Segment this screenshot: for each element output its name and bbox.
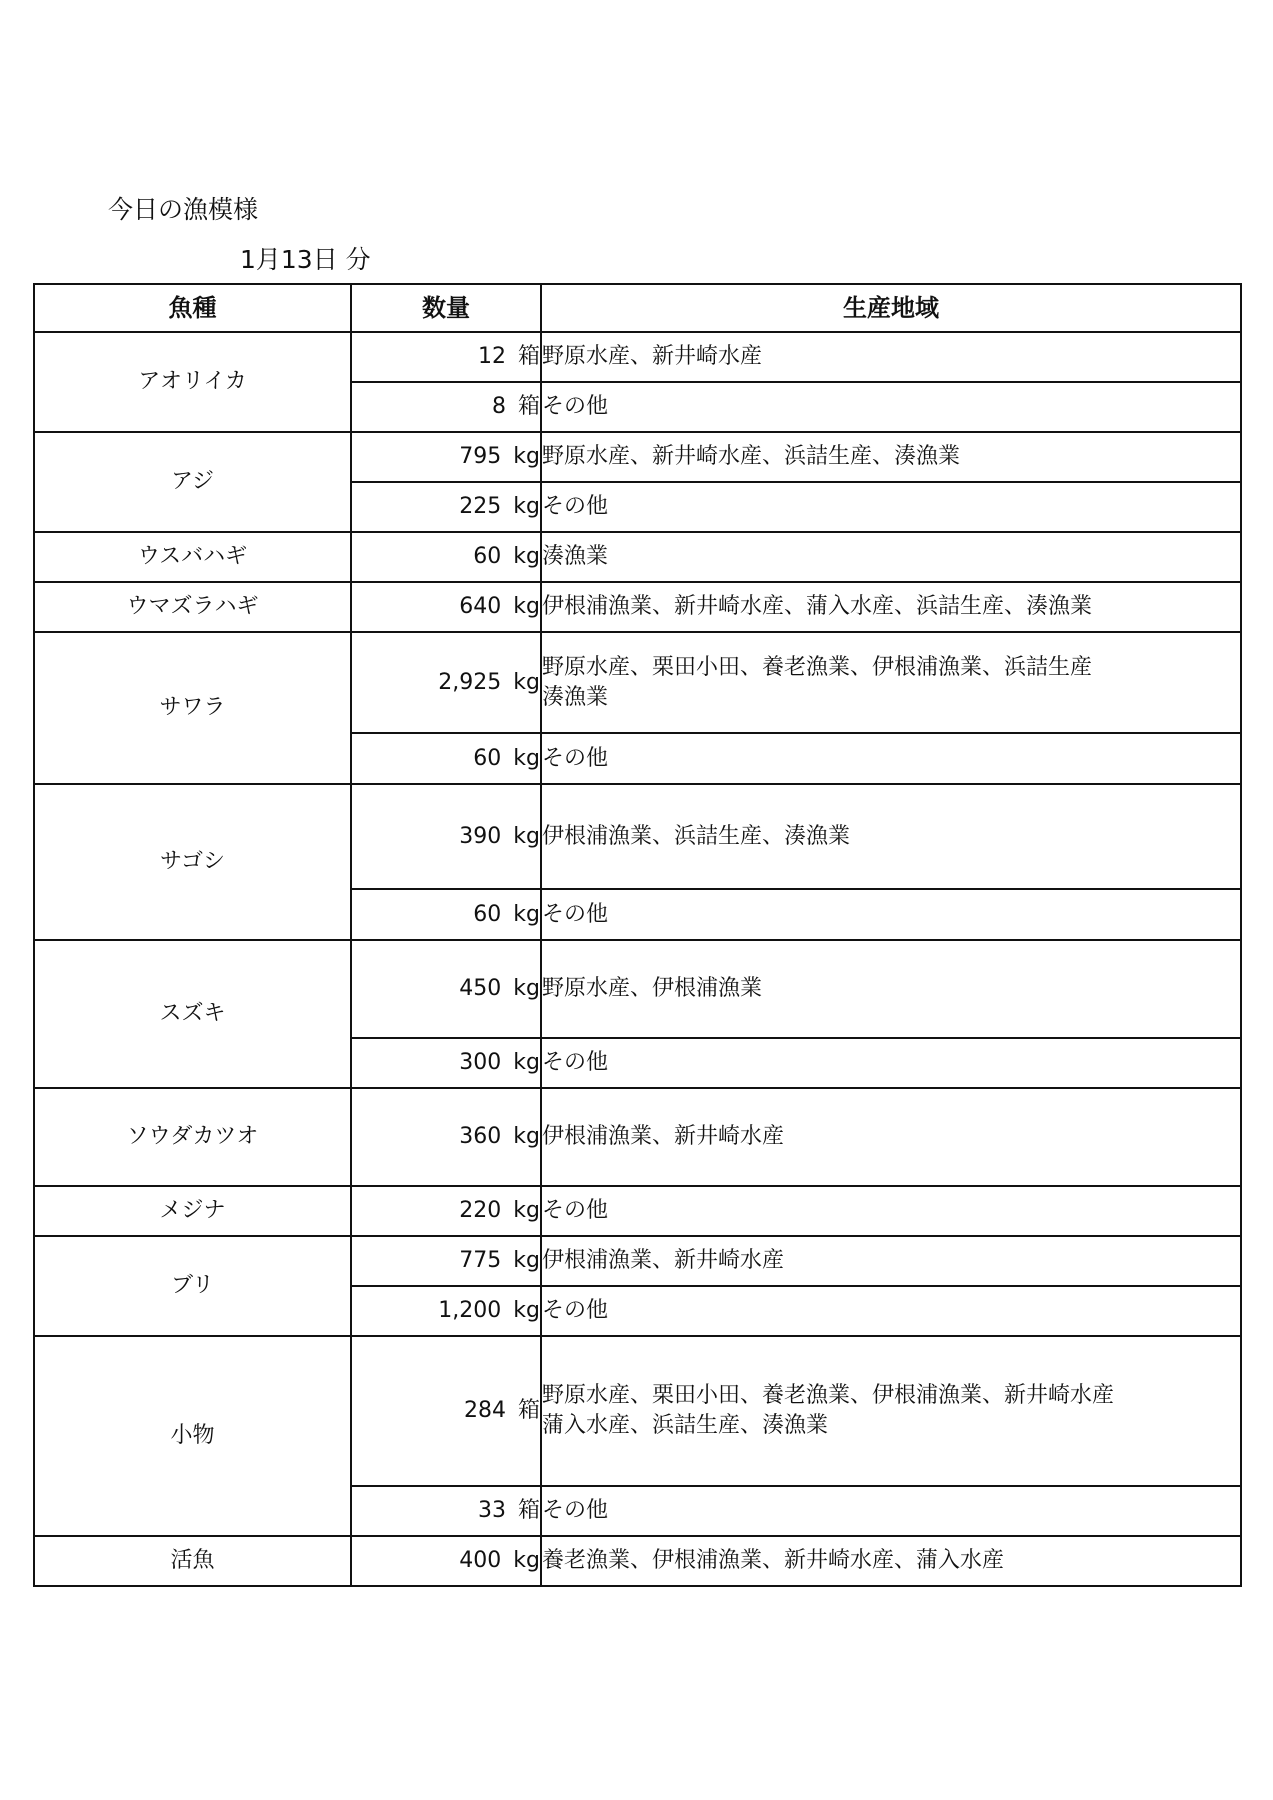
area-line: 野原水産、伊根浦漁業	[542, 976, 763, 1001]
quantity-cell	[351, 1236, 541, 1286]
quantity-cell	[351, 1088, 541, 1186]
quantity-unit: 箱	[517, 344, 540, 369]
fish-species-cell: 小物	[34, 1336, 351, 1536]
area-line: その他	[542, 1298, 609, 1323]
quantity-unit: kg	[513, 1124, 540, 1149]
fish-species-cell: ウスバハギ	[34, 532, 351, 582]
quantity-cell	[351, 532, 541, 582]
quantity-unit: 箱	[517, 394, 540, 419]
quantity-value: 300	[459, 1050, 502, 1075]
quantity-cell	[351, 482, 541, 532]
table-row	[34, 1536, 1241, 1586]
area-line: 野原水産、栗田小田、養老漁業、伊根浦漁業、新井崎水産	[542, 1383, 1115, 1408]
catch-table	[33, 283, 1242, 1587]
table-row	[34, 582, 1241, 632]
quantity-value: 220	[459, 1198, 502, 1223]
area-line: その他	[542, 1198, 609, 1223]
quantity-unit: kg	[513, 823, 540, 849]
table-row	[34, 1336, 1241, 1486]
page-title: 今日の漁模様	[108, 195, 259, 224]
quantity-unit: kg	[513, 1198, 540, 1223]
production-area-cell	[541, 784, 1241, 889]
table-row	[34, 632, 1241, 733]
quantity-value: 450	[459, 976, 502, 1001]
area-line: 伊根浦漁業、新井崎水産	[542, 1248, 785, 1273]
quantity-unit: kg	[513, 594, 540, 619]
area-line: 伊根浦漁業、浜詰生産、湊漁業	[542, 823, 851, 849]
table-header-row	[34, 284, 1241, 332]
quantity-value: 12	[477, 344, 506, 369]
quantity-value: 775	[459, 1248, 502, 1273]
production-area-cell	[541, 632, 1241, 733]
fish-species-cell: ブリ	[34, 1236, 351, 1336]
production-area-cell	[541, 1486, 1241, 1536]
production-area-cell	[541, 733, 1241, 784]
production-area-cell	[541, 1038, 1241, 1088]
quantity-unit: kg	[513, 1248, 540, 1273]
header-fish-species: 魚種	[34, 284, 351, 332]
quantity-value: 33	[477, 1498, 506, 1523]
production-area-cell	[541, 582, 1241, 632]
fish-species-cell: メジナ	[34, 1186, 351, 1236]
area-line: 野原水産、新井崎水産、浜詰生産、湊漁業	[542, 444, 961, 469]
production-area-cell	[541, 332, 1241, 382]
quantity-cell	[351, 582, 541, 632]
quantity-cell	[351, 1336, 541, 1486]
production-area-cell	[541, 1286, 1241, 1336]
quantity-unit: kg	[513, 901, 540, 927]
quantity-cell	[351, 1536, 541, 1586]
quantity-cell	[351, 940, 541, 1038]
quantity-value: 60	[473, 745, 502, 771]
quantity-value: 8	[491, 394, 506, 419]
production-area-cell	[541, 1088, 1241, 1186]
quantity-value: 284	[463, 1398, 506, 1423]
fish-species-cell: サワラ	[34, 632, 351, 784]
area-line: 野原水産、新井崎水産	[542, 344, 763, 369]
area-line: 伊根浦漁業、新井崎水産	[542, 1124, 785, 1149]
area-line: その他	[542, 494, 609, 519]
quantity-unit: kg	[513, 1050, 540, 1075]
quantity-cell	[351, 733, 541, 784]
fish-species-cell: アオリイカ	[34, 332, 351, 432]
production-area-cell	[541, 889, 1241, 940]
area-line: 養老漁業、伊根浦漁業、新井崎水産、蒲入水産	[542, 1548, 1005, 1573]
quantity-value: 2,925	[438, 669, 502, 695]
area-line: 伊根浦漁業、新井崎水産、蒲入水産、浜詰生産、湊漁業	[542, 594, 1093, 619]
production-area-cell	[541, 1186, 1241, 1236]
area-line: 湊漁業	[542, 684, 609, 710]
header-production-area: 生産地域	[541, 284, 1241, 332]
area-line: その他	[542, 745, 609, 771]
fish-species-cell: アジ	[34, 432, 351, 532]
fish-species-cell: サゴシ	[34, 784, 351, 940]
area-line: その他	[542, 1050, 609, 1075]
quantity-unit: kg	[513, 494, 540, 519]
fish-species-cell: 活魚	[34, 1536, 351, 1586]
area-line: その他	[542, 1498, 609, 1523]
quantity-cell	[351, 1186, 541, 1236]
quantity-value: 390	[459, 823, 502, 849]
quantity-cell	[351, 1038, 541, 1088]
quantity-cell	[351, 432, 541, 482]
quantity-unit: kg	[513, 544, 540, 569]
area-line: その他	[542, 394, 609, 419]
quantity-value: 640	[459, 594, 502, 619]
quantity-unit: kg	[513, 669, 540, 695]
quantity-unit: kg	[513, 444, 540, 469]
production-area-cell	[541, 382, 1241, 432]
table-row	[34, 1236, 1241, 1286]
quantity-cell	[351, 382, 541, 432]
table-row	[34, 1088, 1241, 1186]
fish-species-cell: ソウダカツオ	[34, 1088, 351, 1186]
area-line: 湊漁業	[542, 544, 609, 569]
table-row	[34, 940, 1241, 1038]
quantity-value: 225	[459, 494, 502, 519]
production-area-cell	[541, 940, 1241, 1038]
quantity-value: 795	[459, 444, 502, 469]
production-area-cell	[541, 1336, 1241, 1486]
fish-species-cell: ウマズラハギ	[34, 582, 351, 632]
quantity-value: 1,200	[438, 1298, 502, 1323]
production-area-cell	[541, 1236, 1241, 1286]
quantity-unit: kg	[513, 1298, 540, 1323]
quantity-value: 360	[459, 1124, 502, 1149]
quantity-unit: 箱	[517, 1398, 540, 1423]
header-quantity: 数量	[351, 284, 541, 332]
fish-species-cell: スズキ	[34, 940, 351, 1088]
table-row	[34, 784, 1241, 889]
production-area-cell	[541, 432, 1241, 482]
quantity-cell	[351, 1486, 541, 1536]
area-line: 野原水産、栗田小田、養老漁業、伊根浦漁業、浜詰生産	[542, 654, 1093, 680]
table-row	[34, 532, 1241, 582]
quantity-unit: kg	[513, 1548, 540, 1573]
quantity-value: 60	[473, 544, 502, 569]
quantity-cell	[351, 784, 541, 889]
table-row	[34, 1186, 1241, 1236]
table-row	[34, 332, 1241, 382]
quantity-cell	[351, 889, 541, 940]
quantity-cell	[351, 632, 541, 733]
area-line: 蒲入水産、浜詰生産、湊漁業	[542, 1413, 829, 1438]
report-date: 1月13日 分	[240, 245, 371, 274]
quantity-unit: 箱	[517, 1498, 540, 1523]
production-area-cell	[541, 532, 1241, 582]
production-area-cell	[541, 1536, 1241, 1586]
quantity-value: 60	[473, 901, 502, 927]
quantity-unit: kg	[513, 976, 540, 1001]
area-line: その他	[542, 901, 609, 927]
quantity-cell	[351, 1286, 541, 1336]
quantity-unit: kg	[513, 745, 540, 771]
quantity-value: 400	[459, 1548, 502, 1573]
production-area-cell	[541, 482, 1241, 532]
quantity-cell	[351, 332, 541, 382]
table-row	[34, 432, 1241, 482]
